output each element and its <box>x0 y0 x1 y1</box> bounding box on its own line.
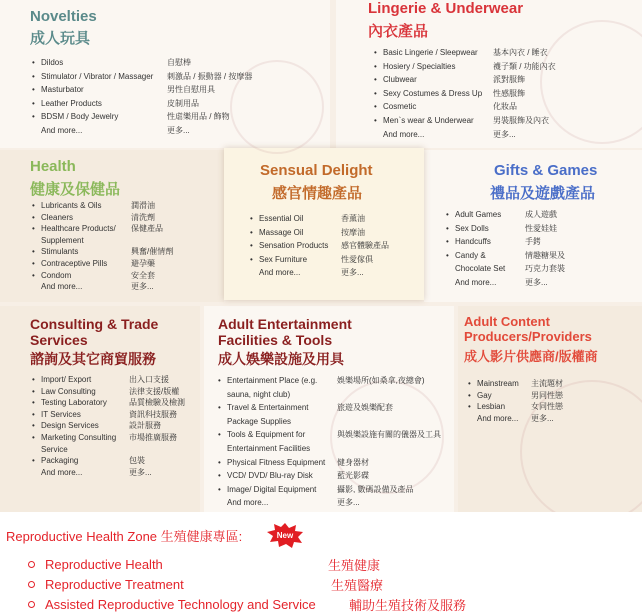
list-item[interactable]: • Massage Oil 按摩油 <box>250 227 365 237</box>
list-item[interactable]: • Masturbator 男性自慰用具 <box>32 85 215 95</box>
zone-link-en[interactable]: Assisted Reproductive Technology and Service <box>45 596 316 612</box>
list-item[interactable]: • Hosiery / Specialties 襪子類 / 功能內衣 <box>374 61 556 71</box>
content-title-zh[interactable]: 成人影片供應商/版權商 <box>464 349 598 364</box>
list-item[interactable]: • Contraceptive Pills 避孕藥 <box>32 258 155 268</box>
list-item[interactable]: • Gay 男同性戀 <box>468 390 563 400</box>
list-item[interactable]: • Marketing Consulting Service 市場推廣服務 <box>32 432 177 454</box>
list-item[interactable]: • Law Consulting 法律支援/版權 <box>32 386 180 396</box>
consulting-list <box>32 374 185 478</box>
list-item[interactable]: • Cosmetic 化妝品 <box>374 102 517 112</box>
sensual-title-en[interactable]: Sensual Delight <box>260 162 373 179</box>
gifts-title-zh[interactable]: 禮品及遊戲產品 <box>490 185 596 202</box>
circle-bullet-icon <box>28 601 35 608</box>
list-item[interactable]: • Tools & Equipment for Entertainment Facilities 與娛樂設施有關的儀器及工具 <box>218 430 441 453</box>
list-item[interactable]: • Healthcare Products/ Supplement 保健產品 <box>32 224 163 245</box>
list-item[interactable]: • Mainstream 主流題材 <box>468 379 563 388</box>
list-item[interactable]: • Physical Fitness Equipment 健身器材 <box>218 457 369 467</box>
list-item[interactable]: • Sex Dolls 性愛娃娃 <box>446 223 557 233</box>
list-item[interactable]: • Design Services 設計服務 <box>32 421 161 431</box>
zone-link-en[interactable]: Reproductive Health <box>45 556 163 572</box>
sensual-list <box>250 212 389 280</box>
lingerie-list <box>374 46 556 141</box>
entertainment-title-zh[interactable]: 成人娛樂設施及用具 <box>218 351 344 367</box>
more-link[interactable]: And more... 更多... <box>259 268 364 278</box>
list-item[interactable]: • Stimulator / Vibrator / Massager 刺激品 / 振動器 / 按摩器 <box>32 71 253 81</box>
novelties-title-en[interactable]: Novelties <box>30 8 97 25</box>
zone-link-reproductive-treatment[interactable] <box>28 574 384 594</box>
gifts-title-en[interactable]: Gifts & Games <box>494 162 598 179</box>
new-badge-label: New <box>276 531 294 540</box>
more-link[interactable]: And more... 更多... <box>383 129 516 139</box>
novelties-title-zh[interactable]: 成人玩具 <box>30 30 91 47</box>
list-item[interactable]: • Basic Lingerie / Sleepwear 基本內衣 / 睡衣 <box>374 48 548 57</box>
more-link[interactable]: And more... 更多... <box>41 282 154 292</box>
list-item[interactable]: • Candy & Chocolate Set 情趣糖果及巧克力套裝 <box>446 250 565 274</box>
content-title-en[interactable]: Adult Content Producers/Providers <box>464 314 592 344</box>
list-item[interactable]: • Condom 安全套 <box>32 270 155 280</box>
lingerie-title-en[interactable]: Lingerie & Underwear <box>368 0 524 17</box>
list-item[interactable]: • Packaging 包裝 <box>32 456 145 466</box>
more-link[interactable]: And more... 更多... <box>41 125 190 135</box>
zone-links <box>28 554 467 614</box>
zone-link-zh[interactable]: 輔助生殖技術及服務 <box>349 597 467 613</box>
sensual-title-zh[interactable]: 感官情趣產品 <box>272 185 363 202</box>
more-link[interactable]: And more... 更多... <box>227 498 360 508</box>
more-link[interactable]: And more... 更多... <box>477 413 554 423</box>
list-item[interactable]: • Lubricants & Oils 潤滑油 <box>32 201 155 210</box>
consulting-title-zh[interactable]: 諮詢及其它商貿服務 <box>30 351 156 367</box>
entertainment-list <box>218 374 441 510</box>
circle-bullet-icon <box>28 561 35 568</box>
more-link[interactable]: And more... 更多... <box>41 467 152 477</box>
list-item[interactable]: • Sexy Costumes & Dress Up 性感服飾 <box>374 88 525 98</box>
new-badge-icon <box>266 522 304 548</box>
zone-link-zh[interactable]: 生殖健康 <box>328 557 381 573</box>
list-item[interactable]: • Men`s wear & Underwear 男裝服飾及內衣 <box>374 115 549 125</box>
list-item[interactable]: • Leather Products 皮制用品 <box>32 98 199 108</box>
list-item[interactable]: • Sensation Products 感官體驗產品 <box>250 241 389 251</box>
list-item[interactable]: • Stimulants 興奮/催情劑 <box>32 247 174 257</box>
list-item[interactable]: • VCD/ DVD/ Blu-ray Disk 藍光影碟 <box>218 471 369 481</box>
list-item[interactable]: • Image/ Digital Equipment 攝影, 數碼設備及產品 <box>218 484 414 494</box>
health-title-zh[interactable]: 健康及保健品 <box>30 181 121 198</box>
health-list <box>32 200 173 293</box>
list-item[interactable]: • Testing Laboratory 品質檢驗及檢測 <box>32 398 185 408</box>
list-item[interactable]: • Entertainment Place (e.g. sauna, night club) 娛樂場所(如桑拿,夜總會) <box>218 376 425 399</box>
zone-title: Reproductive Health Zone 生殖健康專區: <box>6 529 243 544</box>
list-item[interactable]: • Adult Games 成人遊戲 <box>446 210 557 219</box>
list-item[interactable]: • Dildos 自慰棒 <box>32 58 191 67</box>
zone-link-en[interactable]: Reproductive Treatment <box>45 576 184 592</box>
list-item[interactable]: • Sex Furniture 性愛傢俱 <box>250 254 373 264</box>
list-item[interactable]: • IT Services 資訊科技服務 <box>32 409 177 419</box>
list-item[interactable]: • BDSM / Body Jewelry 性虐樂用品 / 飾物 <box>32 112 230 122</box>
lingerie-title-zh[interactable]: 內衣產品 <box>368 23 429 40</box>
zone-link-zh[interactable]: 生殖醫療 <box>331 577 384 593</box>
list-item[interactable]: • Cleaners 清洗劑 <box>32 212 155 222</box>
list-item[interactable]: • Lesbian 女同性戀 <box>468 402 563 412</box>
novelties-list <box>32 56 252 138</box>
list-item[interactable]: • Travel & Entertainment Package Supplies 旅遊及娛樂配套 <box>218 403 393 426</box>
zone-link-assisted-reproductive[interactable] <box>28 594 467 614</box>
zone-link-reproductive-health[interactable] <box>28 554 381 574</box>
list-item[interactable]: • Essential Oil 香薰油 <box>250 214 365 223</box>
consulting-title-en[interactable]: Consulting & Trade Services <box>30 316 159 348</box>
health-title-en[interactable]: Health <box>30 158 76 175</box>
list-item[interactable]: • Import/ Export 出入口支援 <box>32 375 169 384</box>
list-item[interactable]: • Handcuffs 手銬 <box>446 237 541 247</box>
reproductive-zone <box>0 512 642 616</box>
list-item[interactable]: • Clubwear 派對服飾 <box>374 75 525 85</box>
content-list <box>468 378 563 424</box>
more-link[interactable]: And more... 更多... <box>455 277 548 287</box>
entertainment-title-en[interactable]: Adult Entertainment Facilities & Tools <box>218 316 352 348</box>
circle-bullet-icon <box>28 581 35 588</box>
gifts-list <box>446 208 571 290</box>
